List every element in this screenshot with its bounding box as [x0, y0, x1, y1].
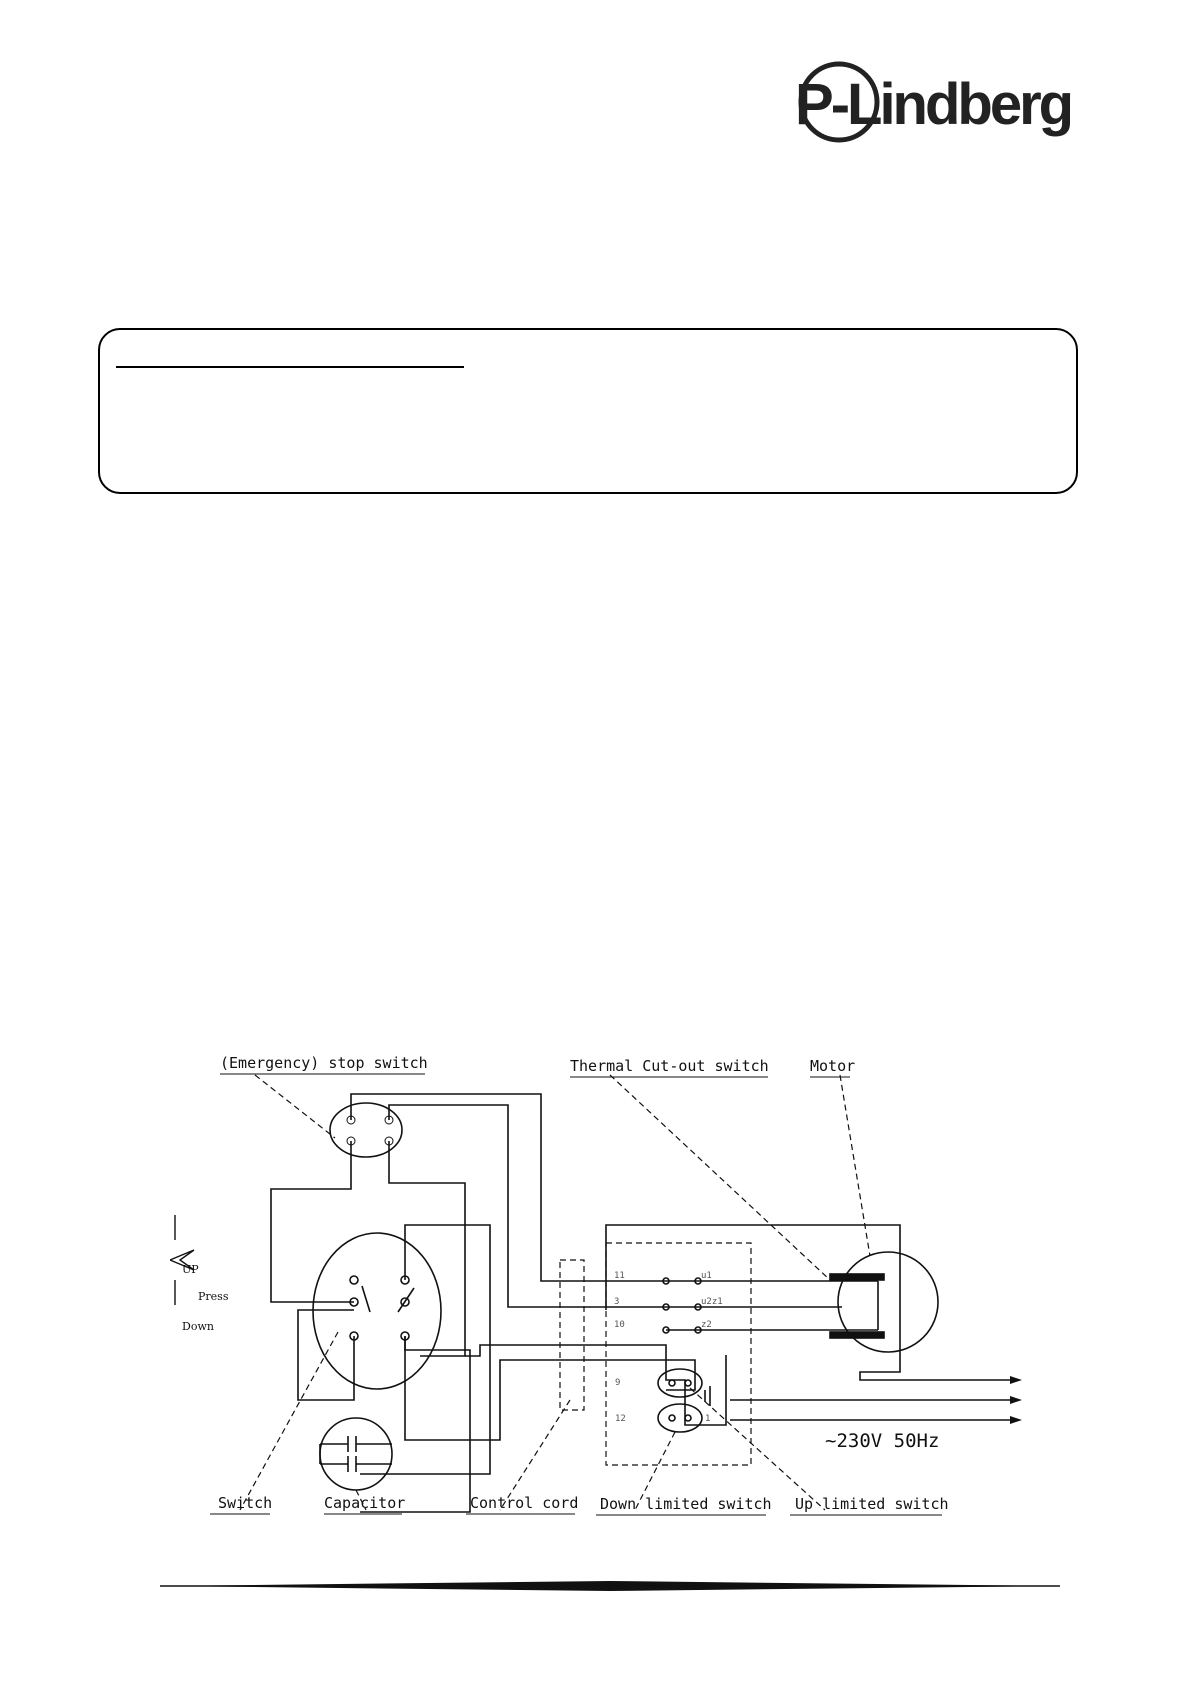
label-up: UP: [182, 1263, 199, 1276]
terminal-1: 1: [705, 1414, 711, 1424]
footer-rule: [160, 1580, 1060, 1592]
label-emergency-stop-switch: (Emergency) stop switch: [220, 1054, 428, 1072]
terminal-12: 12: [615, 1414, 626, 1424]
label-up-limited-switch: Up limited switch: [795, 1495, 949, 1513]
label-control-cord: Control cord: [470, 1494, 579, 1512]
label-press: Press: [198, 1290, 229, 1303]
terminal-11: 11: [614, 1271, 625, 1281]
notice-underline: [116, 366, 464, 368]
control-cord-outline: [560, 1260, 584, 1410]
label-down-limited-switch: Down limited switch: [600, 1495, 772, 1513]
down-limited-switch-body: [658, 1404, 702, 1432]
emergency-stop-switch-body: [330, 1103, 402, 1157]
label-thermal-cutout-switch: Thermal Cut-out switch: [570, 1057, 769, 1075]
notice-box: [98, 328, 1078, 494]
terminal-9: 9: [615, 1378, 621, 1388]
label-supply-voltage: ~230V 50Hz: [825, 1430, 940, 1452]
p-lindberg-logo: [795, 58, 1105, 146]
terminal-u1: u1: [701, 1271, 712, 1281]
label-motor: Motor: [810, 1057, 856, 1075]
label-capacitor: Capacitor: [324, 1494, 406, 1512]
switch-body: [313, 1233, 441, 1389]
wiring-diagram: [170, 1040, 1070, 1540]
terminal-3: 3: [614, 1297, 620, 1307]
svg-text:P-Lindberg: P-Lindberg: [795, 72, 1072, 137]
label-switch: Switch: [218, 1494, 273, 1512]
terminal-10: 10: [614, 1320, 625, 1330]
terminal-z2: z2: [701, 1320, 712, 1330]
terminal-u2z1: u2z1: [701, 1297, 723, 1307]
capacitor-body: [320, 1418, 392, 1490]
label-down: Down: [182, 1320, 214, 1333]
